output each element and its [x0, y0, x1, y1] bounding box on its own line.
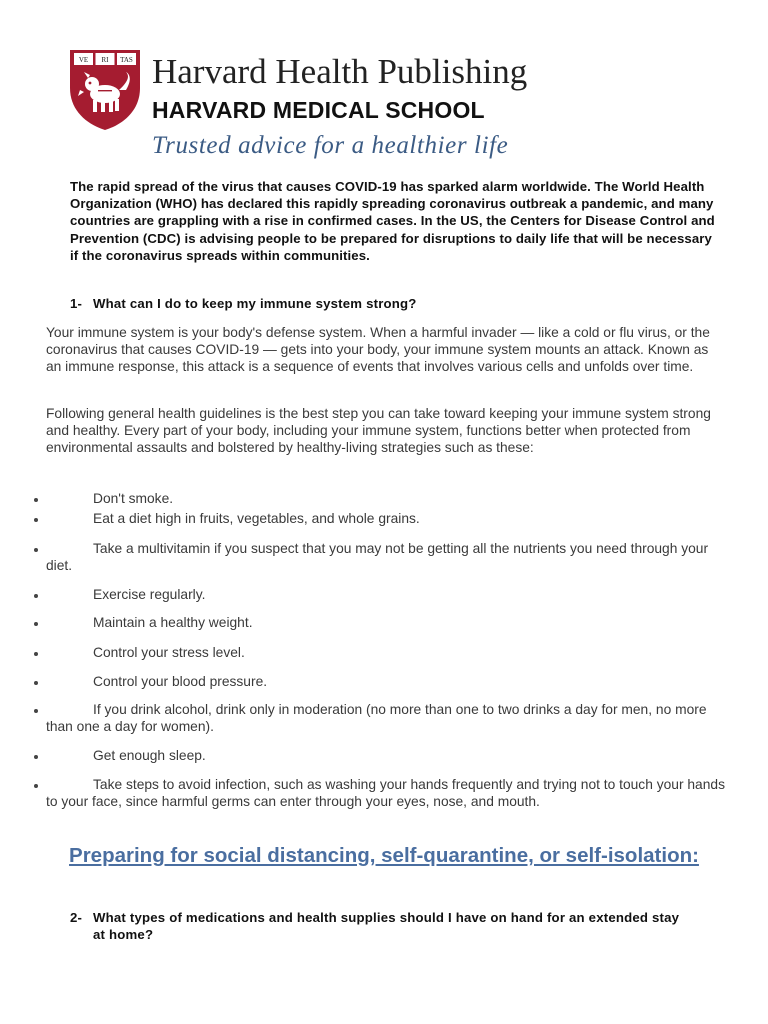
list-item-text: Don't smoke. — [93, 491, 174, 506]
list-item-text: Take a multivitamin if you suspect that you may not be getting all the nutrients you need through your diet. — [46, 541, 709, 573]
question-1 — [70, 295, 417, 312]
bullet-icon — [34, 518, 38, 522]
list-item-text: Control your blood pressure. — [93, 674, 268, 689]
paragraph-immune-system: Your immune system is your body's defense system. When a harmful invader — like a cold or flu virus, or the coronavirus that causes COVID-19 — gets into your body, your immune system mounts an attack. Known as an immune response, this attack is a sequence of events that involves various cells and unfolds over time. — [46, 325, 710, 374]
list-item-text: Take steps to avoid infection, such as washing your hands frequently and trying not to touch your hands to your face, since harmful germs can enter through your eyes, nose, and mouth. — [46, 777, 725, 809]
bullet-icon — [34, 681, 38, 685]
paragraph-health-guidelines: Following general health guidelines is the best step you can take toward keeping your immune system strong and healthy. Every part of your body, including your immune system, functions better when protected from environmental assaults and bolstered by healthy-living strategies such as these: — [46, 406, 711, 455]
bullet-icon — [34, 622, 38, 626]
list-item-text: Control your stress level. — [93, 645, 245, 660]
harvard-shield-logo — [68, 48, 142, 132]
list-item-text: Get enough sleep. — [93, 748, 206, 763]
list-item-text: Maintain a healthy weight. — [93, 615, 253, 630]
list-item-text: Exercise regularly. — [93, 587, 206, 602]
question-1-text: What can I do to keep my immune system strong? — [93, 296, 417, 311]
school-name: HARVARD MEDICAL SCHOOL — [152, 97, 485, 123]
shield-book-2: RI — [101, 56, 109, 64]
bullet-icon — [34, 784, 38, 788]
masthead — [68, 48, 588, 168]
question-2-number: 2- — [70, 910, 83, 925]
bullet-icon — [34, 652, 38, 656]
bullet-icon — [34, 548, 38, 552]
question-2-text: What types of medications and health supplies should I have on hand for an extended stay at home? — [93, 910, 680, 942]
question-2 — [70, 909, 710, 943]
question-1-number: 1- — [70, 296, 83, 311]
shield-book-3: TAS — [120, 56, 133, 64]
lead-paragraph: The rapid spread of the virus that causes COVID-19 has sparked alarm worldwide. The World Health Organization (WHO) has declared this rapidly spreading coronavirus outbreak a pandemic, and many countries are grappling with a rise in confirmed cases. In the US, the Centers for Disease Control and Prevention (CDC) is advising people to be prepared for disruptions to daily life that will be necessary if the coronavirus spreads within communities. — [70, 179, 715, 263]
list-item-text: Eat a diet high in fruits, vegetables, and whole grains. — [93, 511, 420, 526]
bullet-icon — [34, 755, 38, 759]
tagline: Trusted advice for a healthier life — [152, 132, 509, 159]
shield-book-1: VE — [78, 56, 89, 64]
bullet-icon — [34, 498, 38, 502]
section-heading-link[interactable]: Preparing for social distancing, self-quarantine, or self-isolation: — [69, 844, 699, 867]
publisher-name: Harvard Health Publishing — [152, 52, 528, 91]
bullet-icon — [34, 594, 38, 598]
bullet-icon — [34, 709, 38, 713]
list-item-text: If you drink alcohol, drink only in moderation (no more than one to two drinks a day for men, no more than one a day for women). — [46, 702, 707, 734]
